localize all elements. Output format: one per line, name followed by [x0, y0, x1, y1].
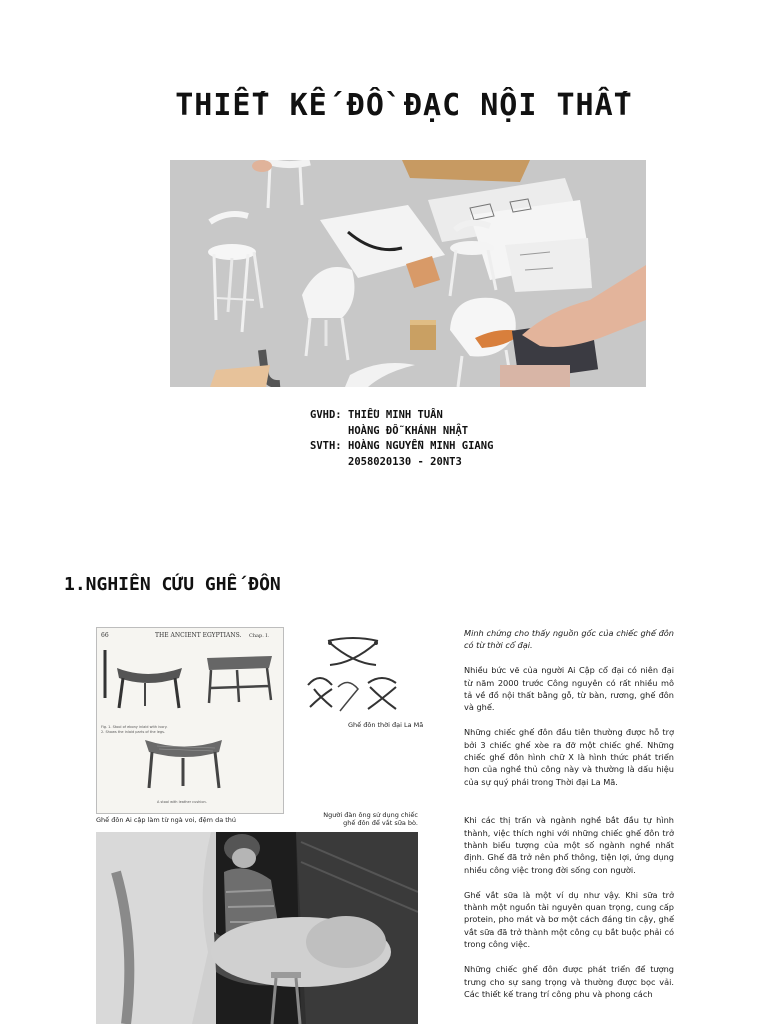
svg-text:2. Shows the inlaid parts of t: 2. Shows the inlaid parts of the legs. — [101, 730, 166, 734]
figure-book-header: THE ANCIENT EGYPTIANS. — [155, 632, 242, 639]
paragraph-intro: Minh chứng cho thấy nguồn gốc của chiếc ghế đôn có từ thời cổ đại. — [464, 628, 674, 651]
gvhd-name-2: HOÀNG ĐỖ KHÁNH NHẬT — [348, 424, 469, 437]
roman-caption: Ghế đôn thời đại La Mã — [348, 721, 424, 729]
egyptian-stools-figure — [96, 627, 284, 814]
figure-page-number: 66 — [101, 632, 109, 639]
hero-image — [170, 160, 646, 387]
milking-stool-photo — [96, 832, 418, 1024]
paragraph-luxury: Những chiếc ghế đôn được phát triển để tượng trưng cho sự sang trọng và thường được bọc vải. Các thiết kế trang trí công phu và phong cách — [464, 964, 674, 999]
paragraph-x-stools: Những chiếc ghế đôn đầu tiên thường được hỗ trợ bởi 3 chiếc ghế xòe ra đỡ một chiếc ghế. Những chiếc ghế đôn hình chữ X là hình thức phát triển hơn của nghề thủ công này và thường là dấu hiệu của sự quý phái trong Thời đại La Mã. — [464, 727, 674, 787]
paragraph-egypt: Nhiều bức vẽ của người Ai Cập cổ đại có niên đại từ năm 2000 trước Công nguyên có rất nhiều mô tả về đồ nội thất bằng gỗ, từ bàn, rương, ghế đôn và ghế. — [464, 665, 674, 713]
egypt-caption: Ghế đôn Ai cập làm từ ngà voi, đệm da thú — [96, 816, 237, 824]
photo-caption: Người đàn ông sử dụng chiếc ghế đôn để vắt sữa bò. — [323, 811, 418, 827]
page-title: THIẾT KẾ ĐỒ ĐẠC NỘI THẤT — [175, 88, 633, 123]
svth-label: SVTH: — [310, 440, 342, 452]
section-title: 1.NGHIÊN CỨU GHẾ ĐÔN — [64, 574, 281, 595]
paragraph-trades: Khi các thị trấn và ngành nghề bắt đầu tự hình thành, việc thích nghi với những chiếc ghế đôn trở thành biểu tượng của một số ngành nghề nhất định. Ghế đã trở nên phổ thông, tiện lợi, ứng dụng nhiều công việc trong đời sống con người. — [464, 815, 674, 875]
gvhd-label: GVHD: — [310, 409, 342, 421]
research-text-column — [464, 627, 674, 1013]
paragraph-milking: Ghế vắt sữa là một ví dụ như vậy. Khi sữa trở thành một nguồn tài nguyên quan trọng, cung cấp protein, pho mát và bơ một cách đáng tin cậy, ghế vắt sữa đã trở thành một công cụ bắt buộc phải có trong công việc. — [464, 889, 674, 950]
svth-name: HOÀNG NGUYỄN MINH GIANG — [348, 440, 494, 452]
student-id: 2058020130 - 20NT3 — [348, 455, 462, 468]
gvhd-name-1: THIỀU MINH TUÂN — [348, 409, 443, 421]
credits-block — [310, 408, 493, 470]
figure-chapter: Chap. I. — [249, 633, 269, 639]
svg-text:Fig. 1. Stool of ebony inlaid: Fig. 1. Stool of ebony inlaid with ivory. — [101, 725, 168, 729]
roman-stools-figure — [298, 627, 418, 719]
svg-text:A stool with leather cushion.: A stool with leather cushion. — [157, 800, 207, 804]
